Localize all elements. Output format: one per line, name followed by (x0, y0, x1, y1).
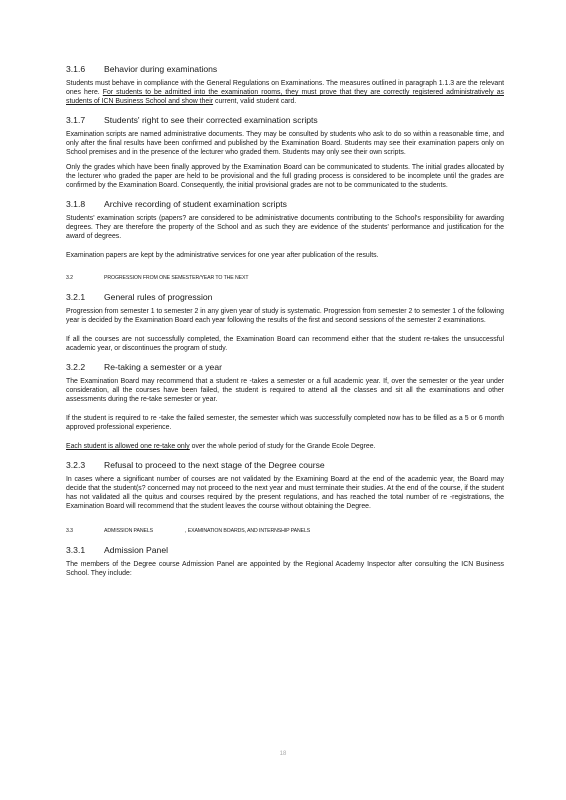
section-3-1-8 (66, 199, 504, 260)
paragraph: Progression from semester 1 to semester 2 in any given year of study is systematic. Progression from semester 2 to semester 1 of the following year is decided by the Examination Board each year following the results of the first and second sessions of the semester 2 examinations. (66, 308, 504, 324)
paragraph: Students' examination scripts (papers? are considered to be administrative documents contributing to the School's responsibility for awarding degrees. They are therefore the property of the School and as such they are evidence of the students' performance and justification for the award of degrees. (66, 215, 504, 240)
section-heading-3-3: 3.3 ADMISSION PANELS , EXAMINATION BOARDS, AND INTERNSHIP PANELS (66, 528, 311, 534)
section-3-2-1 (66, 292, 504, 353)
paragraph: In cases where a significant number of courses are not validated by the Examining Board at the end of the academic year, the Board may decide that the student(s? concerned may not proceed to the next year and must terminate their studies. At the end of the course, if the student has not validated all the quitus and courses required by the present regulations, and has reached the total number of re -registrations, the Examination Board will recommend that the student leaves the course without obtaining the Degree. (66, 476, 504, 510)
paragraph: Examination papers are kept by the administrative services for one year after publication of the results. (66, 252, 379, 259)
section-3-1-7 (66, 115, 504, 190)
section-heading: 3.2.1 General rules of progression (66, 292, 213, 302)
paragraph: If all the courses are not successfully completed, the Examination Board can recommend either that the student re-takes the unsuccessful academic year, or discontinues the program of study. (66, 336, 504, 352)
paragraph: Examination scripts are named administrative documents. They may be consulted by students who ask to do so within a reasonable time, and only after the final results have been confirmed and published by the Examination Board. Students may see their examination papers only on School premises and in the presence of the lecturer who graded them. Students may only see their own scripts. (66, 131, 504, 156)
page-content (66, 64, 504, 587)
section-3-2-2 (66, 362, 504, 451)
section-heading: 3.1.7 Students' right to see their corrected examination scripts (66, 115, 318, 125)
paragraph: Only the grades which have been finally approved by the Examination Board can be communicated to students. The initial grades allocated by the lecturer who graded the paper are held to be provisional and the full grading process is considered to be incomplete until the grades are confirmed by the Examination Board. Consequently, the initial provisional grades are not to be communicated to the students. (66, 164, 504, 189)
section-heading: 3.1.8 Archive recording of student examination scripts (66, 199, 287, 209)
section-3-3-1 (66, 545, 504, 578)
section-3-1-6 (66, 64, 504, 106)
section-heading: 3.3.1 Admission Panel (66, 545, 169, 555)
page-number: 18 (279, 751, 287, 757)
paragraph: The Examination Board may recommend that a student re -takes a semester or a full academic year. If, over the semester or the year under consideration, all the courses have been failed, the student is required to attend all the classes and sit all the examinations and other assessments during the re-take semester or year. (66, 378, 504, 403)
section-heading: 3.2.2 Re-taking a semester or a year (66, 362, 222, 372)
paragraph: Each student is allowed one re-take only over the whole period of study for the Grande Ecole Degree. (66, 443, 376, 450)
section-3-2-3 (66, 460, 504, 511)
section-heading: 3.2.3 Refusal to proceed to the next stage of the Degree course (66, 460, 325, 470)
section-heading: 3.1.6 Behavior during examinations (66, 64, 218, 74)
section-heading-3-2: 3.2 PROGRESSION FROM ONE SEMESTER/YEAR TO THE NEXT (66, 275, 249, 281)
paragraph: The members of the Degree course Admission Panel are appointed by the Regional Academy Inspector after consulting the ICN Business School. They include: (66, 561, 504, 577)
paragraph: Students must behave in compliance with the General Regulations on Examinations. The measures outlined in paragraph 1.1.3 are the relevant ones here. For students to be admitted into the examination rooms, they must prove that they are correctly registered administratively as students of ICN Business School and show their current, valid student card. (66, 80, 504, 105)
paragraph: If the student is required to re -take the failed semester, the semester which was successfully completed now has to be filled as a 5 or 6 month approved professional experience. (66, 415, 504, 431)
